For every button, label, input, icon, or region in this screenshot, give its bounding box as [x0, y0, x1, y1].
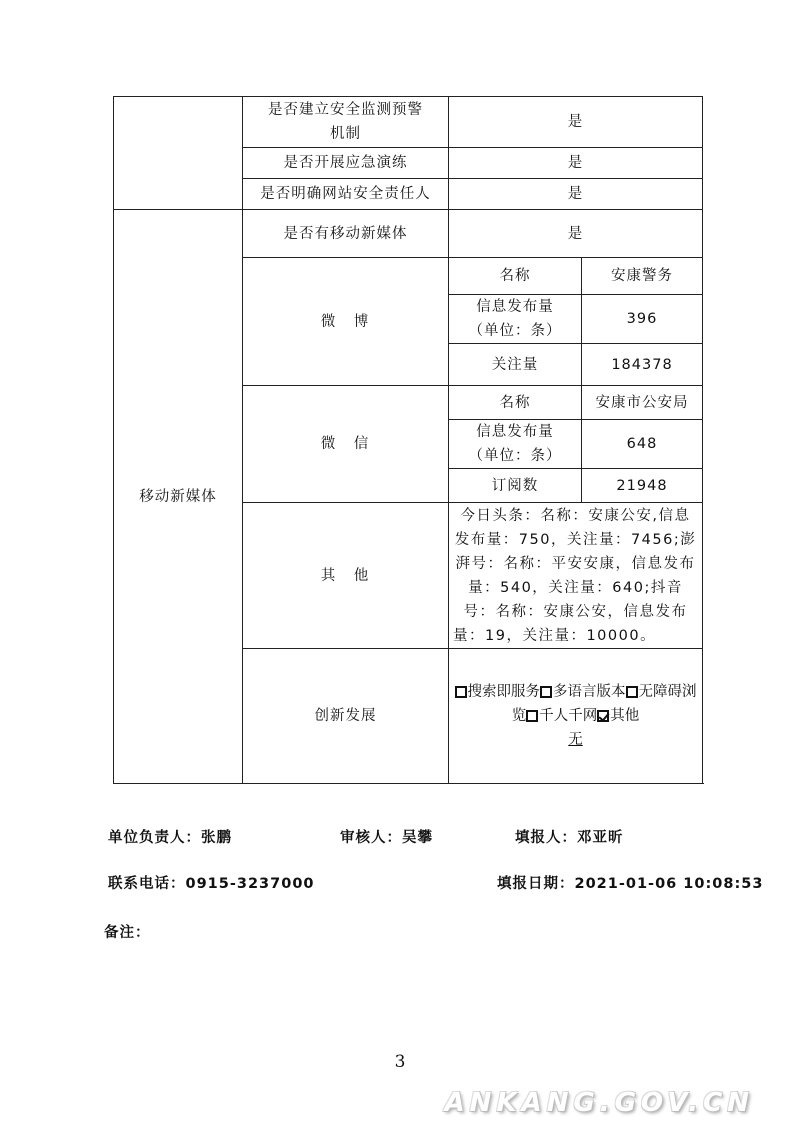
other-media-text: 今日头条：名称：安康公安,信息发布量：750，关注量：7456;澎湃号：名称：平安安康，信息发布量：540，关注量：640;抖音号：名称：安康公安，信息发布量：19，关注量：10000。: [449, 503, 703, 649]
weibo-follow-value: 184378: [582, 344, 703, 386]
site-watermark: ANKANG.GOV.CN: [444, 1088, 754, 1118]
checkbox-unchecked-icon[interactable]: [455, 686, 467, 698]
weixin-name-value: 安康市公安局: [582, 386, 703, 420]
security-owner-value: 是: [449, 179, 703, 210]
innovation-other-value: 无: [568, 732, 583, 748]
checkbox-unchecked-icon[interactable]: [626, 686, 638, 698]
weixin-label: 微 信: [243, 386, 449, 503]
checkbox-checked-icon[interactable]: [597, 710, 609, 722]
mobile-media-section-label: 移动新媒体: [114, 210, 243, 784]
weibo-name-label: 名称: [449, 258, 582, 295]
contact-phone: 联系电话：0915-3237000: [108, 876, 315, 892]
innovation-label: 创新发展: [243, 649, 449, 784]
has-mobile-media-value: 是: [449, 210, 703, 258]
option-other[interactable]: 其他: [597, 708, 639, 724]
weixin-sub-label: 订阅数: [449, 469, 582, 503]
checkbox-unchecked-icon[interactable]: [540, 686, 552, 698]
unit-head: 单位负责人：张鹏: [108, 830, 232, 846]
option-personalized[interactable]: 千人千网: [526, 708, 597, 724]
fill-date: 填报日期：2021-01-06 10:08:53: [497, 876, 764, 892]
weibo-count-value: 396: [582, 295, 703, 344]
security-warning-value: 是: [449, 97, 703, 148]
weibo-follow-label: 关注量: [449, 344, 582, 386]
weibo-name-value: 安康警务: [582, 258, 703, 295]
weibo-label: 微 博: [243, 258, 449, 386]
filler: 填报人：邓亚昕: [515, 830, 624, 846]
weibo-count-label: 信息发布量（单位：条）: [449, 295, 582, 344]
option-search-service[interactable]: 搜索即服务: [455, 684, 541, 700]
security-owner-label: 是否明确网站安全责任人: [243, 179, 449, 210]
weixin-sub-value: 21948: [582, 469, 703, 503]
checkbox-unchecked-icon[interactable]: [526, 710, 538, 722]
report-table: [113, 96, 703, 784]
reviewer: 审核人：吴攀: [340, 830, 433, 846]
emergency-drill-value: 是: [449, 148, 703, 179]
weixin-count-value: 648: [582, 420, 703, 469]
security-section-cell: [114, 97, 243, 210]
remark: 备注：: [104, 925, 151, 941]
weixin-count-label: 信息发布量（单位：条）: [449, 420, 582, 469]
other-media-label: 其 他: [243, 503, 449, 649]
security-warning-label: 是否建立安全监测预警机制: [243, 97, 449, 148]
emergency-drill-label: 是否开展应急演练: [243, 148, 449, 179]
page-number: 3: [394, 1052, 406, 1072]
has-mobile-media-label: 是否有移动新媒体: [243, 210, 449, 258]
option-multilanguage[interactable]: 多语言版本: [540, 684, 626, 700]
option-accessibility[interactable]: 无障碍浏览: [511, 684, 697, 724]
innovation-options: [449, 649, 703, 784]
weixin-name-label: 名称: [449, 386, 582, 420]
